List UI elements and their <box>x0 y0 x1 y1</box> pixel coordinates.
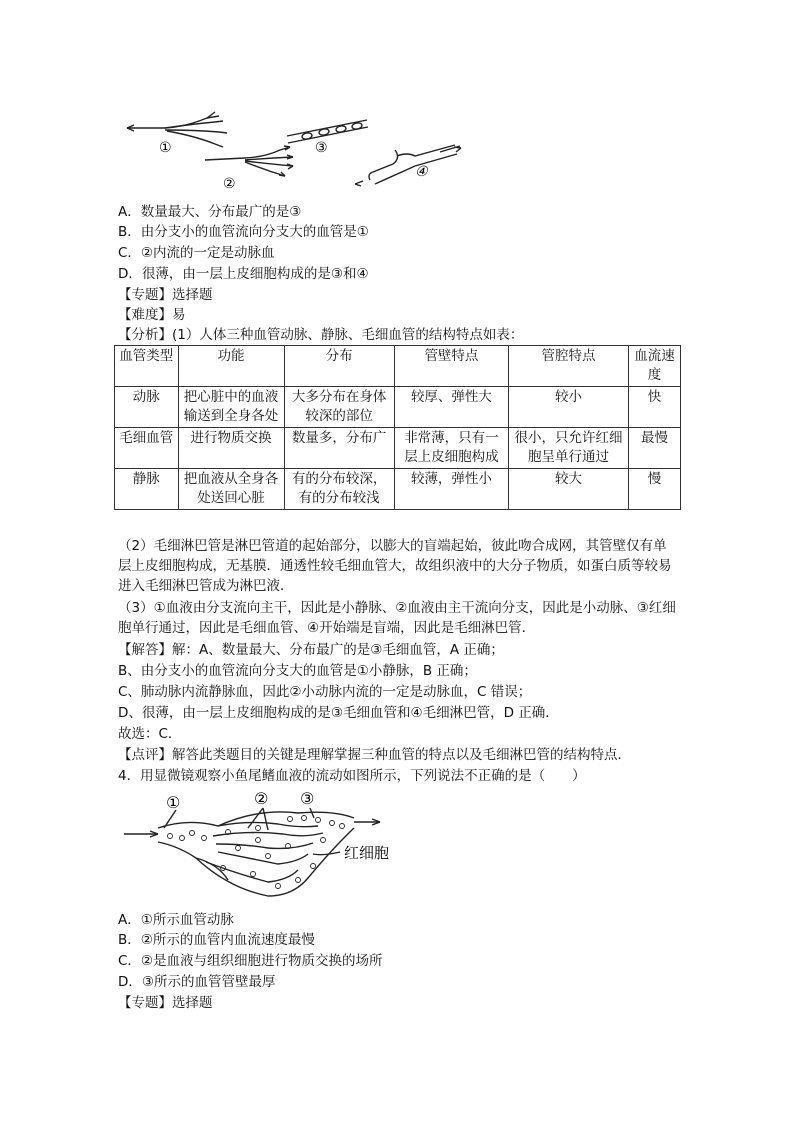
q3-option-c: C．②内流的一定是动脉血 <box>118 245 275 261</box>
table-header-cell: 管腔特点 <box>509 346 629 387</box>
q3-analysis-intro: 【分析】(1）人体三种血管动脉、静脉、毛细血管的结构特点如表： <box>118 327 524 343</box>
q3-analysis-2: （2）毛细淋巴管是淋巴管道的起始部分，以膨大的盲端起始，彼此吻合成网，其管壁仅有单层上皮细胞构成，无基膜．通透性较毛细血管大，故组织液中的大分子物质，如蛋白质等较易进入毛细淋巴管成为淋巴液． <box>118 538 672 594</box>
table-cell: 慢 <box>629 469 681 510</box>
figure2-label-1: ① <box>166 793 181 812</box>
table-cell: 很小，只允许红细胞呈单行通过 <box>509 428 629 469</box>
table-cell: 静脉 <box>115 469 179 510</box>
table-row <box>115 428 681 469</box>
q4-topic: 【专题】选择题 <box>118 995 213 1011</box>
table-cell: 较小 <box>509 387 629 428</box>
table-cell: 较厚、弹性大 <box>394 387 508 428</box>
q3-answer-line: D、很薄，由一层上皮细胞构成的是③毛细血管和④毛细淋巴管，D 正确． <box>118 705 559 721</box>
q3-option-a: A．数量最大、分布最广的是③ <box>118 204 302 220</box>
figure2-label-2: ② <box>254 789 269 808</box>
table-cell: 动脉 <box>115 387 179 428</box>
q4-option-a: A．①所示血管动脉 <box>118 912 234 928</box>
q4-option-d: D．③所示的血管管壁最厚 <box>118 974 276 990</box>
table-header-cell: 血流速度 <box>629 346 681 387</box>
table-cell: 数量多，分布广 <box>284 428 394 469</box>
vessel-sketch-figure <box>115 100 495 195</box>
q4-option-b: B．②所示的血管内血流速度最慢 <box>118 932 315 948</box>
vessel-comparison-table <box>114 345 681 510</box>
table-cell: 把心脏中的血液输送到全身各处 <box>178 387 284 428</box>
q3-topic: 【专题】选择题 <box>118 287 213 303</box>
q3-answer-line: 【解答】解：A、数量最大、分布最广的是③毛细血管，A 正确； <box>118 642 504 658</box>
figure1-label-4: ④ <box>415 164 428 180</box>
table-cell: 非常薄，只有一层上皮细胞构成 <box>394 428 508 469</box>
q4-stem: 4．用显微镜观察小鱼尾鳍血液的流动如图所示，下列说法不正确的是（ ） <box>118 768 586 784</box>
q3-difficulty: 【难度】易 <box>118 307 186 323</box>
table-row <box>115 469 681 510</box>
q4-option-c: C．②是血液与组织细胞进行物质交换的场所 <box>118 953 383 969</box>
q3-answer-line: C、肺动脉内流静脉血，因此②小动脉内流的一定是动脉血，C 错误； <box>118 684 532 700</box>
table-cell: 大多分布在身体较深的部位 <box>284 387 394 428</box>
table-cell: 有的分布较深，有的分布较浅 <box>284 469 394 510</box>
table-row <box>115 387 681 428</box>
q3-answer-choice: 故选：C． <box>118 726 182 742</box>
table-cell: 进行物质交换 <box>178 428 284 469</box>
q3-comment: 【点评】解答此类题目的关键是理解掌握三种血管的特点以及毛细淋巴管的结构特点． <box>118 747 631 763</box>
figure1-label-1: ① <box>159 140 172 156</box>
red-blood-cell-label: 红细胞 <box>344 844 390 862</box>
table-cell: 毛细血管 <box>115 428 179 469</box>
table-cell: 快 <box>629 387 681 428</box>
table-header-cell: 血管类型 <box>115 346 179 387</box>
table-cell: 把血液从全身各处送回心脏 <box>178 469 284 510</box>
q3-answer-line: B、由分支小的血管流向分支大的血管是①小静脉，B 正确； <box>118 663 477 679</box>
table-cell: 较大 <box>509 469 629 510</box>
table-cell: 较薄，弹性小 <box>394 469 508 510</box>
table-header-cell: 管壁特点 <box>394 346 508 387</box>
q3-option-b: B．由分支小的血管流向分支大的血管是① <box>118 224 369 240</box>
q3-analysis-3: （3）①血液由分支流向主干，因此是小静脉、②血液由主干流向分支，因此是小动脉、③红细胞单行通过，因此是毛细血管、④开始端是盲端，因此是毛细淋巴管． <box>118 600 676 636</box>
figure2-label-3: ③ <box>300 789 315 808</box>
table-header-cell: 功能 <box>178 346 284 387</box>
figure1-label-3: ③ <box>315 140 328 156</box>
table-header-row <box>115 346 681 387</box>
table-cell: 最慢 <box>629 428 681 469</box>
q3-option-d: D．很薄，由一层上皮细胞构成的是③和④ <box>118 266 369 282</box>
fish-tail-blood-flow-figure <box>118 788 408 903</box>
figure1-label-2: ② <box>223 176 236 192</box>
table-header-cell: 分布 <box>284 346 394 387</box>
